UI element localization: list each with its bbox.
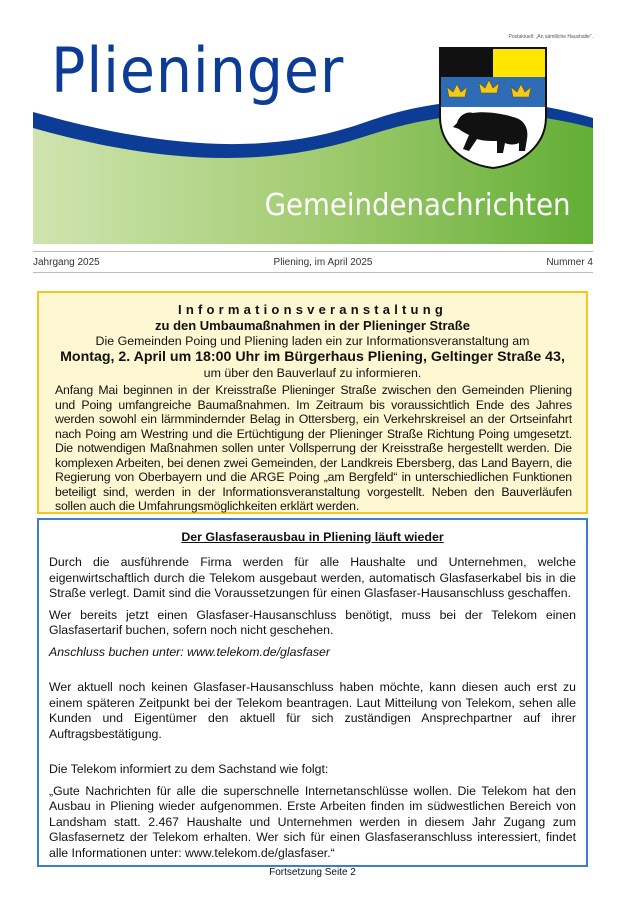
issue-info-bar [33, 251, 593, 273]
info-box-purpose: um über den Bauverlauf zu informieren. [203, 366, 422, 380]
postal-note: Postaktuell: „An sämtliche Haushalte“. [508, 34, 593, 40]
info-box-intro: Die Gemeinden Poing und Pliening laden ein zur Informationsveranstaltung am [95, 334, 530, 348]
info-box-event-details: Montag, 2. April um 18:00 Uhr im Bürgerhaus Pliening, Geltinger Straße 43, [60, 349, 565, 365]
place-date-label: Pliening, im April 2025 [273, 256, 373, 268]
info-box-body: Anfang Mai beginnen in der Kreisstraße Plieninger Straße zwischen den Gemeinden Pliening und Poing umfangreiche Baumaßnahmen. Im Zeitraum bis voraussichtlich Ende des Jahres werden sowohl ein lärmmindernder Belag in Ottersberg, ein Verkehrskreisel an der Ortseinfahrt nach Poing am Westring und die Ertüchtigung der Plieninger Straße Richtung Poing umgesetzt. Die notwendigen Maßnahmen sollen unter Vollsperrung der Kreisstraße hergestellt werden. Die komplexen Arbeiten, bei denen zwei Gemeinden, der Landkreis Ebersberg, das Land Bayern, die Regierung von Oberbayern und die ARGE Poing „am Bergfeld“ in unterschiedlichen Funktionen beteiligt sind, werden in der Informationsveranstaltung vorgestellt. Neben den Bauverläufen sollen auch die Umfahrungsmöglichkeiten erklärt werden. [55, 383, 572, 513]
volume-label: Jahrgang 2025 [33, 256, 100, 268]
info-event-box [37, 291, 588, 514]
article-booking-link-text: Anschluss buchen unter: www.telekom.de/glasfaser [49, 644, 330, 659]
issue-number-label: Nummer 4 [546, 256, 593, 268]
continuation-note: Fortsetzung Seite 2 [269, 867, 356, 878]
article-paragraph: Durch die ausführende Firma werden für alle Haushalte und Unternehmen, welche eigenwirtschaftlich durch die Telekom ausgebaut werden, automatisch Glasfaserkabel bis in die Straße verlegt. Damit sind die Voraussetzungen für einen Glasfaser-Hausanschluss geschaffen. [49, 555, 576, 600]
article-quote: „Gute Nachrichten für alle die superschnelle Internetanschlüsse wollen. Die Telekom hat den Ausbau in Pliening wieder aufgenommen. Erste Arbeiten finden im südwestlichen Bereich von Landsham statt. 2.467 Haushalte und Unternehmen werden in diesem Jahr Zugang zum Glasfasernetz der Telekom erhalten. Wer sich für einen Glasfaseranschluss interessiert, findet alle Informationen unter: www.telekom.de/glasfaser.“ [49, 783, 576, 860]
article-paragraph: Die Telekom informiert zu dem Sachstand wie folgt: [49, 762, 329, 776]
article-paragraph: Wer aktuell noch keinen Glasfaser-Hausanschluss haben möchte, kann diesen auch erst zu einem späteren Zeitpunkt bei der Telekom beantragen. Laut Mitteilung von Telekom, sehen alle Kunden und Eigentümer den aktuell für sich zuständigen Ansprechpartner auf ihrer Auftragsbestätigung. [49, 680, 576, 741]
article-heading: Der Glasfaserausbau in Pliening läuft wieder [181, 530, 444, 544]
masthead-title: Plieninger [51, 34, 345, 107]
article-paragraph: Wer bereits jetzt einen Glasfaser-Hausanschluss benötigt, muss bei der Telekom einen Glasfasertarif buchen, sofern noch nicht geschehen. [49, 607, 576, 637]
coat-of-arms-icon [439, 47, 547, 169]
glasfaser-article [37, 518, 588, 878]
masthead-subtitle: Gemeindenachrichten [265, 188, 571, 223]
info-box-heading: Informationsveranstaltung [178, 302, 447, 317]
info-box-subheading: zu den Umbaumaßnahmen in der Plieninger Straße [155, 318, 470, 333]
